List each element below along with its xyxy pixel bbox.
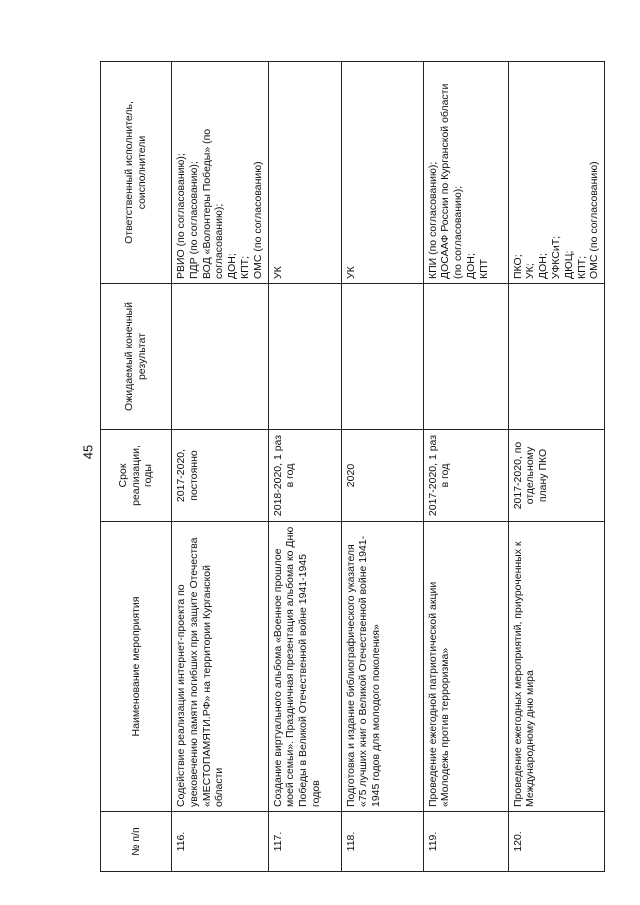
table-row (508, 62, 605, 872)
row-number: 118. (341, 812, 423, 872)
row-number: 120. (508, 812, 605, 872)
document-table-area (100, 62, 604, 872)
executor-line: ПДР (по согласованию); (187, 161, 200, 279)
executor-line: ВОД «Волонтеры Победы» (по согласованию); (200, 128, 226, 279)
header-result: Ожидаемый конечный результат (101, 284, 172, 430)
row-number: 116. (172, 812, 269, 872)
header-num: № п/п (101, 812, 172, 872)
rotated-table-container (100, 62, 604, 872)
table-row (172, 62, 269, 872)
expected-result (341, 284, 423, 430)
table-header-row (101, 62, 172, 872)
executor-line: УК (271, 266, 284, 279)
executor-line: ДОН; (226, 253, 239, 279)
executor (423, 62, 508, 284)
executor-line: УФКСиТ; (549, 235, 562, 279)
measure-name: Проведение ежегодных мероприятий, приуроченных к Международному дню мира (508, 522, 605, 812)
table-row (268, 62, 341, 872)
table-row (423, 62, 508, 872)
executor-line: ДОН; (537, 253, 550, 279)
expected-result (508, 284, 605, 430)
expected-result (423, 284, 508, 430)
measure-name: Проведение ежегодной патриотической акции «Молодежь против терроризма» (423, 522, 508, 812)
term: 2017-2020, по отдельному плану ПКО (508, 430, 605, 522)
measure-name: Содействие реализации интернет-проекта по увековечению памяти погибших при защите Отечества «МЕСТОПАМЯТИ.РФ» на территории Курганской области (172, 522, 269, 812)
expected-result (268, 284, 341, 430)
executor-line: ДОСААФ России по Курганской области (по согласованию); (439, 83, 465, 279)
table-row (341, 62, 423, 872)
row-number: 119. (423, 812, 508, 872)
executor-line: ОМС (по согласованию) (588, 161, 601, 279)
executor-line: КПТ (477, 258, 490, 279)
term: 2017-2020, 1 раз в год (423, 430, 508, 522)
header-executor: Ответственный исполнитель, соисполнители (101, 62, 172, 284)
measure-name: Подготовка и издание библиографического указателя «75 лучших книг о Великой Отечественной войне 1941-1945 годов для молодого поколения» (341, 522, 423, 812)
executor (341, 62, 423, 284)
executor-line: ОМС (по согласованию) (251, 161, 264, 279)
header-term: Срок реализации, годы (101, 430, 172, 522)
executor (268, 62, 341, 284)
executor-line: УК (344, 266, 357, 279)
measures-table (100, 61, 605, 872)
header-name: Наименование мероприятия (101, 522, 172, 812)
executor (508, 62, 605, 284)
executor-line: КПТ; (575, 256, 588, 279)
executor-line: УК; (524, 263, 537, 279)
term: 2018-2020, 1 раз в год (268, 430, 341, 522)
measure-name: Создание виртуального альбома «Военное прошлое моей семьи». Праздничная презентация альбома ко Дню Победы в Великой Отечественной войне 1941-1945 годов (268, 522, 341, 812)
executor-line: ПКО; (511, 254, 524, 279)
executor (172, 62, 269, 284)
executor-line: РВИО (по согласованию); (175, 153, 187, 279)
executor-line: КПТ; (238, 256, 251, 279)
term: 2020 (341, 430, 423, 522)
executor-line: ДЮЦ; (562, 250, 575, 279)
row-number: 117. (268, 812, 341, 872)
executor-line: ДОН; (464, 253, 477, 279)
executor-line: КПИ (по согласованию); (426, 161, 439, 279)
page-number: 45 (80, 444, 96, 460)
term: 2017-2020, постоянно (172, 430, 269, 522)
expected-result (172, 284, 269, 430)
